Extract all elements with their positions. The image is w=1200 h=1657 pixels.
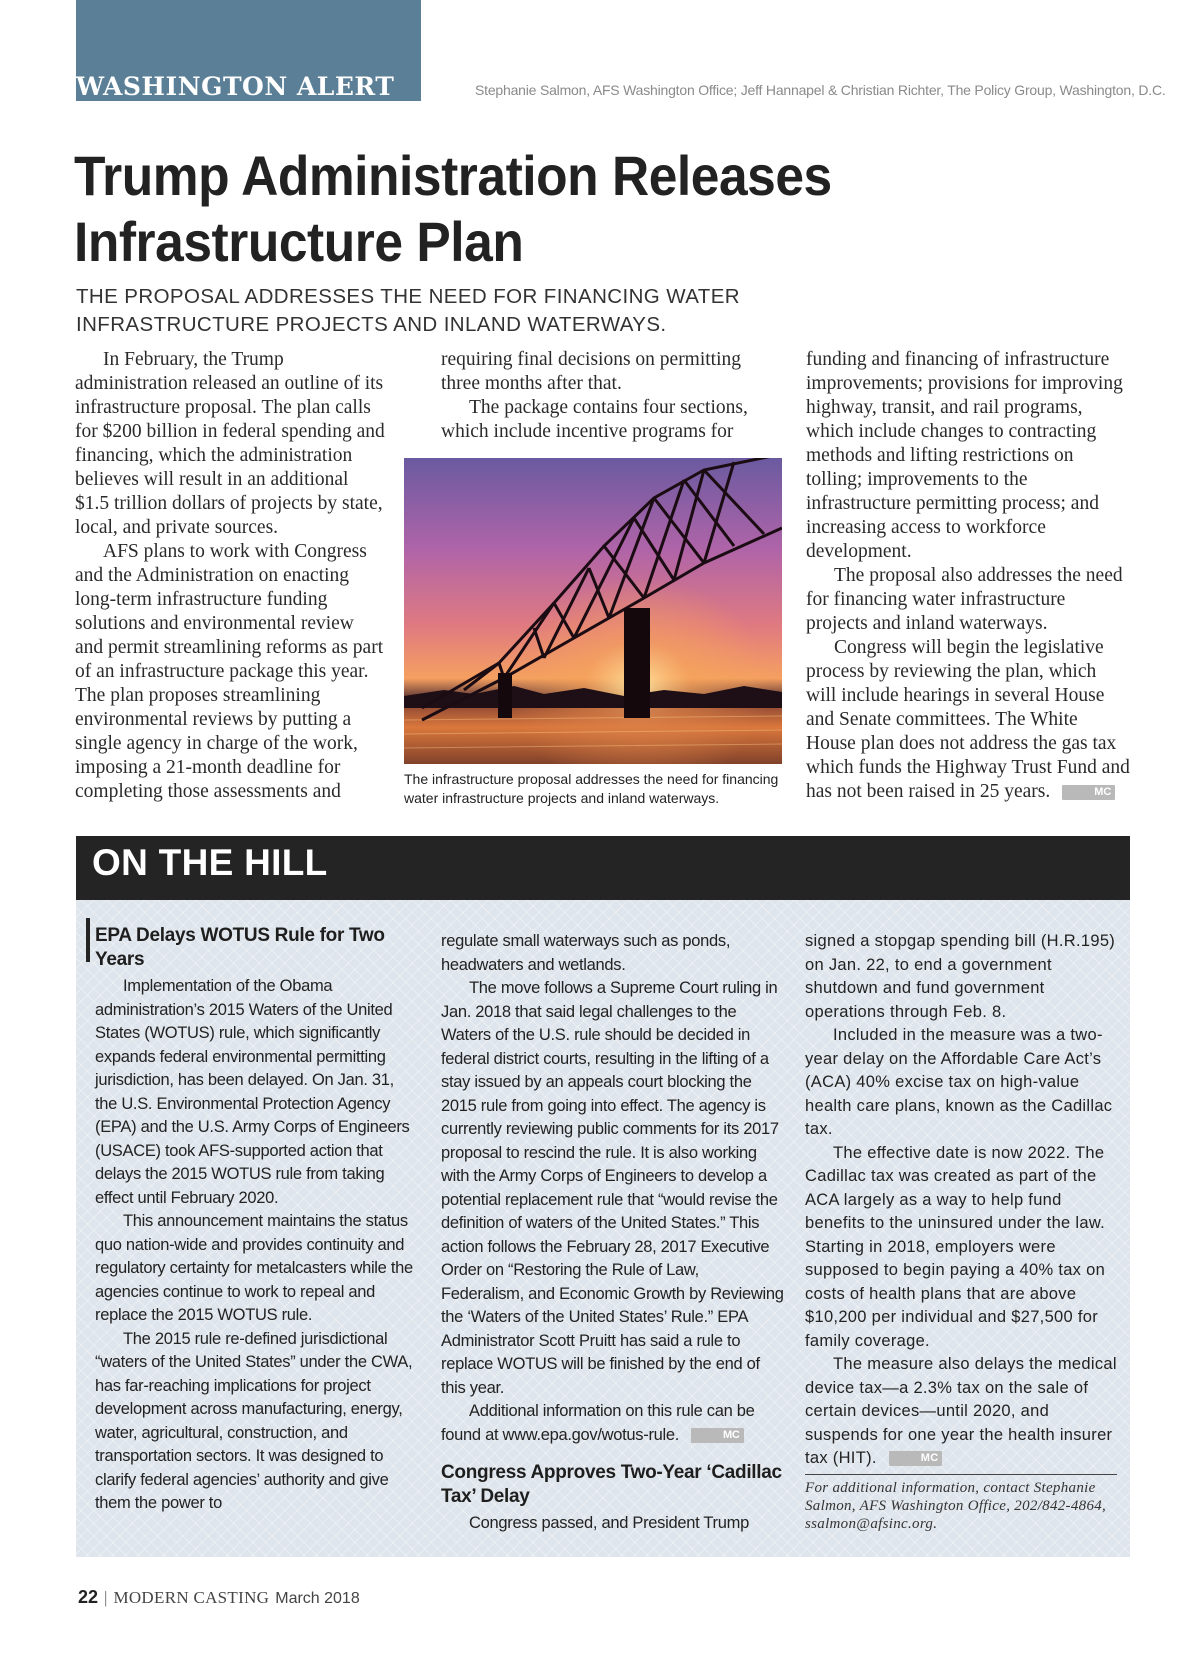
article-column-1 — [75, 348, 385, 804]
section-label: WASHINGTON ALERT — [76, 72, 395, 101]
end-mark-badge: MC — [691, 1428, 744, 1443]
end-mark-badge: MC — [889, 1451, 943, 1466]
paragraph: Included in the measure was a two-year delay on the Affordable Care Act’s (ACA) 40% excise tax on high-value health care plans, known as the Cadillac tax. — [805, 1026, 1113, 1138]
magazine-name: MODERN CASTING — [113, 1588, 270, 1607]
article-subhead: THE PROPOSAL ADDRESSES THE NEED FOR FINANCING WATER INFRASTRUCTURE PROJECTS AND INLAND WATERWAYS. — [76, 285, 740, 336]
page-number: 22 — [78, 1587, 99, 1607]
paragraph: In February, the Trump administration released an outline of its infrastructure proposal. The plan calls for $200 billion in federal spending and financing, which the administration believes will result in an additional $1.5 trillion dollars of projects by state, local, and private sources. — [75, 349, 385, 538]
end-mark-badge: MC — [1062, 785, 1115, 800]
photo-caption: The infrastructure proposal addresses the need for financing water infrastructure projects and inland waterways. — [404, 771, 779, 806]
bridge-photo — [404, 458, 782, 764]
paragraph: Implementation of the Obama administration’s 2015 Waters of the United States (WOTUS) rule, which significantly expands federal environmental permitting jurisdiction, has been delayed. On Jan. 31, the U.S. Environmental Protection Agency (EPA) and the U.S. Army Corps of Engineers (USACE) took AFS-supported action that delays the 2015 WOTUS rule from taking effect until February 2020. — [95, 977, 410, 1207]
paragraph: The move follows a Supreme Court ruling in Jan. 2018 that said legal challenges to the Waters of the U.S. rule should be decided in federal district courts, resulting in the lifting of a stay issued by an appeals court blocking the 2015 rule from going into effect. The agency is currently reviewing public comments for its 2017 proposal to rescind the rule. It is also working with the Army Corps of Engineers to develop a potential replacement rule that “would revise the definition of waters of the United States.” This action follows the February 28, 2017 Executive Order on “Restoring the Rule of Law, Federalism, and Economic Growth by Reviewing the ‘Waters of the United States’ Rule.” EPA Administrator Scott Pruitt has said a rule to replace WOTUS will be finished by the end of this year. — [441, 979, 784, 1397]
paragraph: The effective date is now 2022. The Cadillac tax was created as part of the ACA largely as a way to help fund benefits to the uninsured under the law. Starting in 2018, employers were supposed to begin paying a 40% tax on costs of health plans that are above $10,200 per individual and $27,500 for family coverage. — [805, 1143, 1106, 1350]
paragraph: requiring final decisions on permitting three months after that. — [441, 349, 742, 394]
issue-date: March 2018 — [275, 1590, 360, 1607]
contact-divider — [805, 1474, 1117, 1475]
heading-accent-rule — [86, 918, 90, 962]
contact-note: For additional information, contact Stephanie Salmon, AFS Washington Office, 202/842-4864, ssalmon@afsinc.org. — [805, 1480, 1107, 1532]
on-the-hill-title: ON THE HILL — [92, 842, 328, 883]
story-heading: EPA Delays WOTUS Rule for Two Years — [95, 925, 385, 970]
paragraph: The 2015 rule re-defined jurisdictional “waters of the United States” under the CWA, has far-reaching implications for project development across manufacturing, energy, water, agricultural, construction, and transportation sectors. It was designed to clarify federal agencies’ authority and give them the power to — [95, 1329, 413, 1512]
author-credit: Stephanie Salmon, AFS Washington Office; Jeff Hannapel & Christian Richter, The Policy Group, Washington, D.C. — [475, 82, 1166, 98]
page-footer — [78, 1587, 360, 1608]
paragraph: The proposal also addresses the need for financing water infrastructure projects and inland waterways. — [806, 565, 1123, 634]
footer-separator: | — [104, 1588, 108, 1607]
story-heading: Congress Approves Two-Year ‘Cadillac Tax’ Delay — [441, 1462, 782, 1507]
article-column-3 — [806, 348, 1131, 804]
bridge-illustration — [404, 458, 782, 764]
hill-column-1 — [95, 924, 413, 1516]
paragraph-text: Additional information on this rule can be found at www.epa.gov/wotus-rule. — [441, 1402, 755, 1444]
paragraph: AFS plans to work with Congress and the Administration on enacting long-term infrastructure funding solutions and environmental review and permit streamlining reforms as part of an infrastructure package this year. The plan proposes streamlining environmental reviews by putting a single agency in charge of the work, imposing a 21-month deadline for completing those assessments and — [75, 541, 384, 802]
paragraph: This announcement maintains the status quo nation-wide and provides continuity and regulatory certainty for metalcasters while the agencies continue to work to repeal and replace the 2015 WOTUS rule. — [95, 1212, 413, 1324]
paragraph — [806, 636, 1131, 804]
paragraph: regulate small waterways such as ponds, headwaters and wetlands. — [441, 932, 731, 974]
article-headline: Trump Administration Releases Infrastructure Plan — [74, 144, 832, 273]
paragraph-text: Congress will begin the legislative process by reviewing the plan, which will include hearings in several House and Senate committees. The White House plan does not address the gas tax which funds the Highway Trust Fund and has not been raised in 25 years. — [806, 637, 1130, 802]
paragraph-text: The measure also delays the medical device tax—a 2.3% tax on the sale of certain devices—until 2020, and suspends for one year the health insurer tax (HIT). — [805, 1355, 1117, 1467]
paragraph — [805, 1353, 1125, 1471]
paragraph — [441, 1400, 786, 1447]
paragraph: signed a stopgap spending bill (H.R.195) on Jan. 22, to end a government shutdown and fund government operations through Feb. 8. — [805, 932, 1116, 1021]
hill-column-3 — [805, 930, 1125, 1471]
article-column-2 — [441, 348, 766, 444]
paragraph: The package contains four sections, which include incentive programs for — [441, 397, 748, 442]
paragraph: funding and financing of infrastructure improvements; provisions for improving highway, transit, and rail programs, which include changes to contracting methods and lifting restrictions on tolling; improvements to the infrastructure permitting process; and increasing access to workforce development. — [806, 349, 1123, 562]
hill-column-2 — [441, 930, 786, 1536]
paragraph: Congress passed, and President Trump — [469, 1514, 749, 1532]
